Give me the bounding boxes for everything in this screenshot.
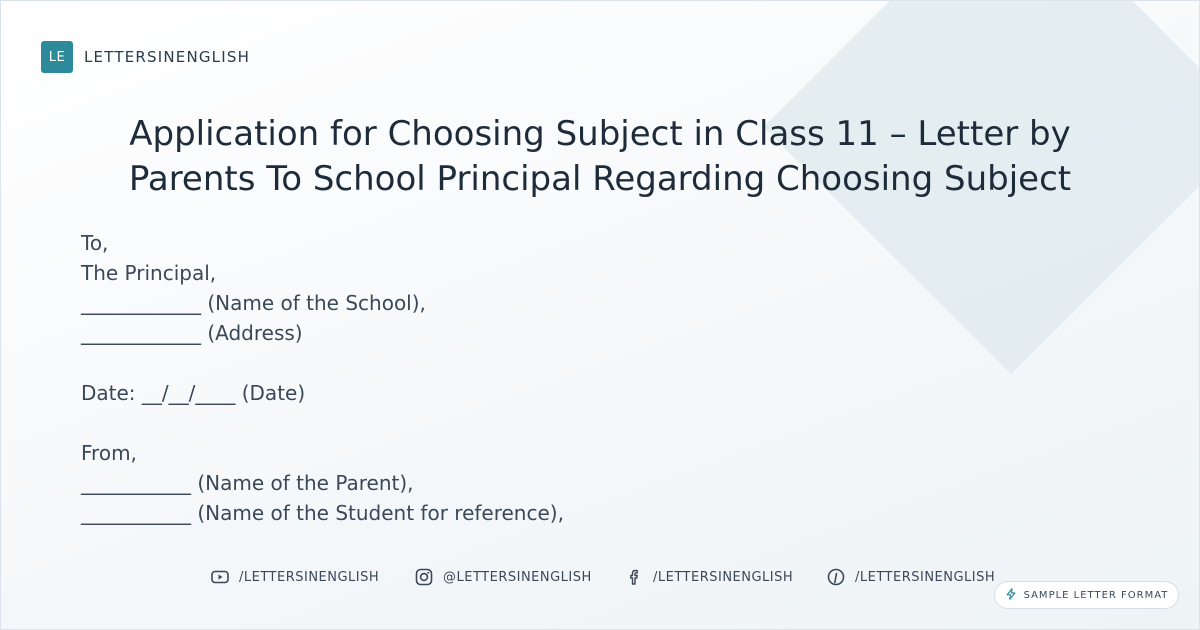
spacer xyxy=(81,348,564,378)
letter-body xyxy=(81,228,564,528)
letter-date: Date: __/__/____ (Date) xyxy=(81,381,306,405)
letter-from: From, xyxy=(81,441,137,465)
social-facebook[interactable] xyxy=(624,567,793,587)
title-line-2: Parents To School Principal Regarding Choosing Subject xyxy=(128,159,1072,199)
letter-parent-name: ___________ (Name of the Parent), xyxy=(81,471,414,495)
facebook-icon xyxy=(624,567,644,587)
social-instagram[interactable] xyxy=(414,567,592,587)
social-pinterest[interactable] xyxy=(826,567,995,587)
instagram-icon xyxy=(414,567,434,587)
brand-logo: LE xyxy=(41,41,73,73)
letter-to: To, xyxy=(81,231,109,255)
social-youtube[interactable] xyxy=(210,567,379,587)
pinterest-icon xyxy=(826,567,846,587)
youtube-icon xyxy=(210,567,230,587)
lightning-icon xyxy=(1005,588,1017,603)
page-title xyxy=(60,112,1140,202)
social-pinterest-label: /LETTERSINENGLISH xyxy=(855,569,996,585)
title-line-1: Application for Choosing Subject in Class 11 – Letter by xyxy=(129,114,1071,154)
spacer xyxy=(81,408,564,438)
letter-school-address: ____________ (Address) xyxy=(81,321,303,345)
social-facebook-label: /LETTERSINENGLISH xyxy=(653,569,794,585)
sample-letter-badge xyxy=(994,581,1179,609)
brand-name: LETTERSINENGLISH xyxy=(84,48,251,66)
letter-student-name: ___________ (Name of the Student for reference), xyxy=(81,501,564,525)
letter-school-name: ____________ (Name of the School), xyxy=(81,291,426,315)
letter-recipient: The Principal, xyxy=(81,261,217,285)
brand[interactable] xyxy=(41,41,250,73)
social-instagram-label: @LETTERSINENGLISH xyxy=(443,569,592,585)
social-youtube-label: /LETTERSINENGLISH xyxy=(239,569,380,585)
badge-label: SAMPLE LETTER FORMAT xyxy=(1023,589,1169,601)
